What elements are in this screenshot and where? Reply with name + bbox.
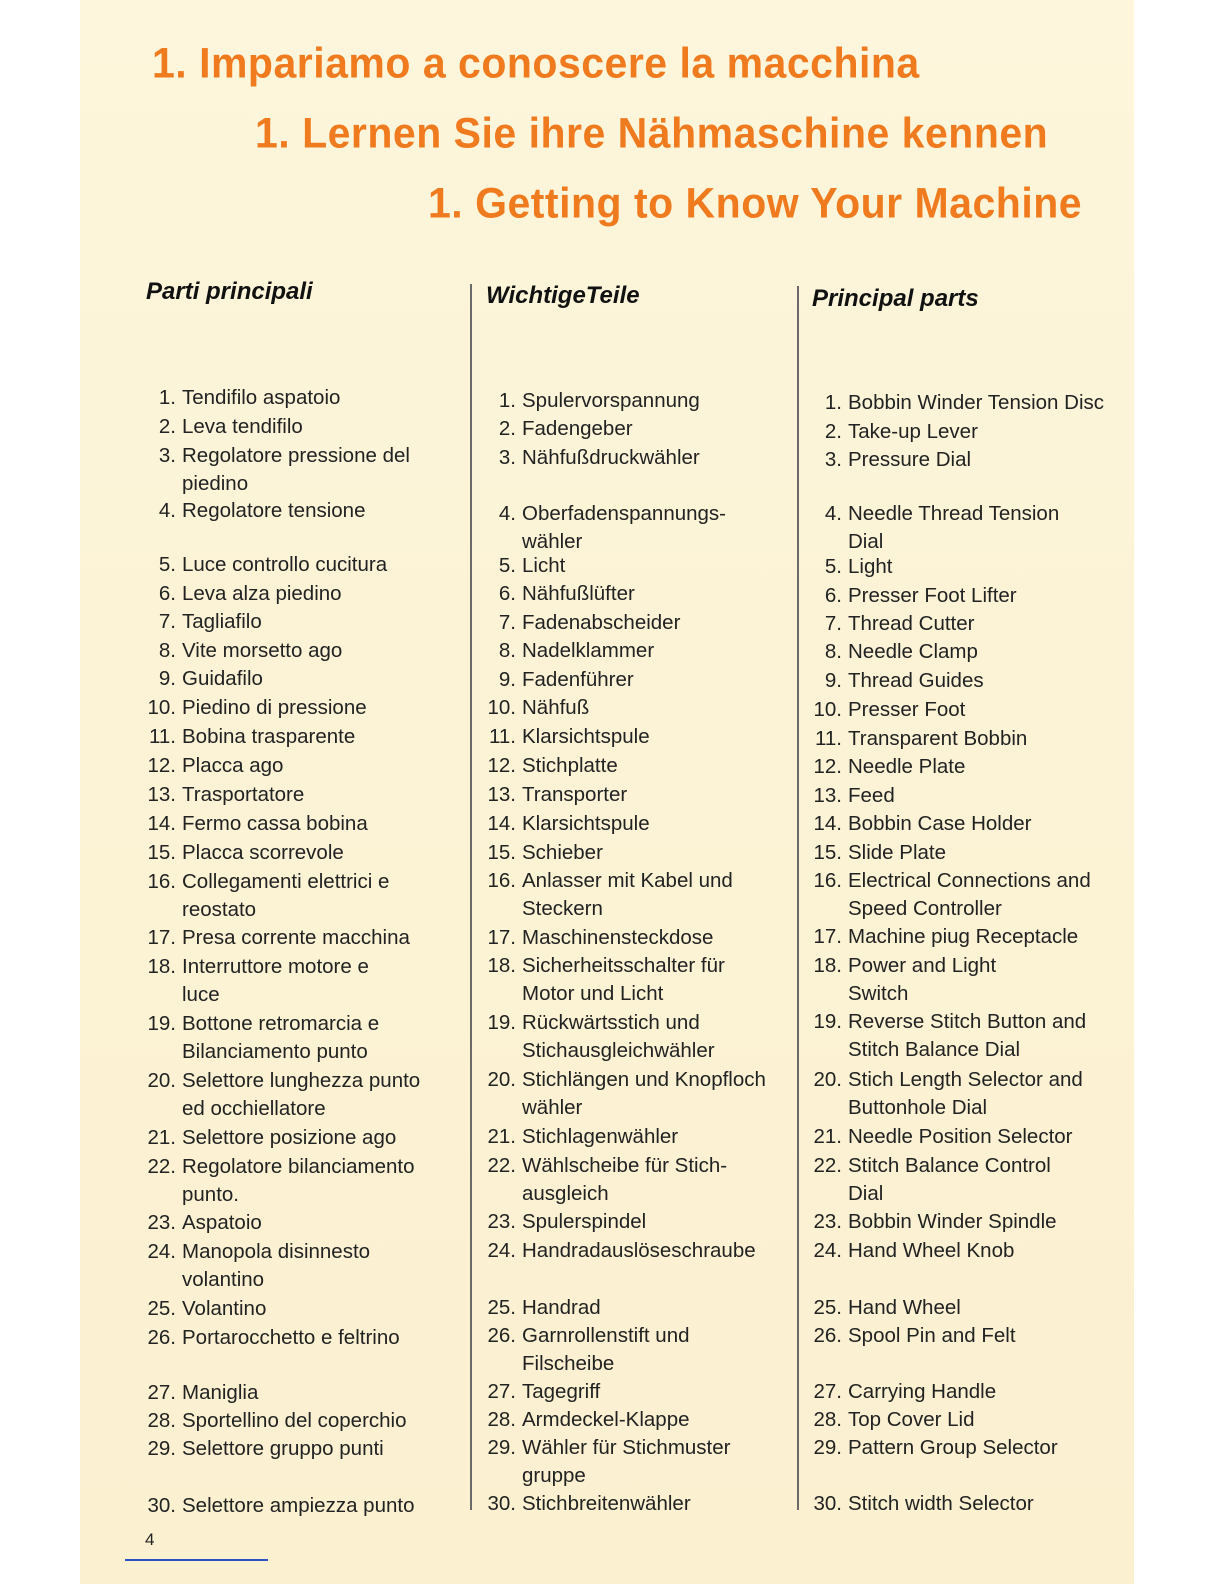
item-number: 25.	[487, 1296, 516, 1319]
list-item	[138, 384, 341, 412]
item-number: 9.	[498, 668, 516, 691]
item-label: Carrying Handle	[848, 1380, 997, 1403]
item-number: 26.	[147, 1326, 176, 1349]
list-item	[804, 1208, 1057, 1236]
item-label: Garnrollenstift und Filscheibe	[522, 1324, 690, 1375]
list-item	[478, 580, 635, 608]
item-label: Maniglia	[182, 1381, 259, 1404]
item-number: 28.	[487, 1408, 516, 1431]
item-label: Maschinensteckdose	[522, 926, 714, 949]
list-item	[138, 580, 342, 608]
item-label: Pressure Dial	[848, 448, 972, 471]
item-number: 16.	[487, 869, 516, 892]
item-label: Schieber	[522, 841, 603, 864]
list-item	[478, 867, 733, 920]
item-label: Klarsichtspule	[522, 812, 650, 835]
item-label: Thread Guides	[848, 669, 984, 692]
item-label: Guidafilo	[182, 667, 263, 690]
item-label: Oberfadenspannungs- wähler	[522, 502, 727, 553]
item-number: 16.	[813, 869, 842, 892]
item-label: Rückwärtsstich und Stichausgleichwähler	[522, 1011, 715, 1062]
list-item	[138, 551, 388, 579]
item-label: Selettore lunghezza punto ed occhiellatore	[182, 1069, 421, 1120]
item-number: 12.	[813, 755, 842, 778]
list-item	[804, 839, 947, 867]
item-label: Luce controllo cucitura	[182, 553, 388, 576]
list-item	[138, 1379, 259, 1407]
list-item	[138, 868, 390, 921]
item-label: Bottone retromarcia e Bilanciamento punto	[182, 1012, 380, 1063]
item-label: Fadenführer	[522, 668, 634, 691]
item-label: Light	[848, 555, 893, 578]
item-number: 4.	[158, 499, 176, 522]
list-item	[138, 608, 262, 636]
item-number: 10.	[147, 696, 176, 719]
item-label: Collegamenti elettrici e reostato	[182, 870, 390, 921]
item-number: 14.	[813, 812, 842, 835]
item-number: 3.	[158, 444, 176, 467]
item-number: 15.	[147, 841, 176, 864]
item-label: Wähler für Stichmuster gruppe	[522, 1436, 731, 1487]
item-number: 15.	[487, 841, 516, 864]
list-item	[478, 1152, 728, 1205]
list-item	[478, 694, 590, 722]
item-number: 1.	[824, 391, 842, 414]
column-divider	[797, 286, 799, 1510]
list-item	[478, 752, 618, 780]
list-item	[478, 1208, 647, 1236]
item-label: Spulervorspannung	[522, 389, 700, 412]
item-label: Thread Cutter	[848, 612, 975, 635]
item-label: Tendifilo aspatoio	[182, 386, 341, 409]
list-item	[804, 1434, 1058, 1462]
list-item	[478, 609, 681, 637]
item-number: 23.	[813, 1210, 842, 1233]
item-label: Fadenabscheider	[522, 611, 681, 634]
list-item	[138, 665, 263, 693]
item-number: 19.	[147, 1012, 176, 1035]
list-item	[804, 418, 978, 446]
list-item	[478, 952, 725, 1005]
list-item	[804, 952, 997, 1005]
list-item	[804, 1237, 1015, 1265]
list-item	[478, 1322, 690, 1375]
list-item	[804, 1008, 1087, 1061]
item-label: Manopola disinnesto volantino	[182, 1240, 371, 1291]
item-number: 11.	[149, 725, 176, 748]
title-italian: 1. Impariamo a conoscere la macchina	[152, 38, 920, 88]
item-label: Stichlagenwähler	[522, 1125, 679, 1148]
list-item	[804, 1066, 1083, 1119]
item-number: 22.	[487, 1154, 516, 1177]
item-number: 2.	[824, 420, 842, 443]
list-item	[804, 638, 978, 666]
item-label: Bobina trasparente	[182, 725, 356, 748]
item-number: 27.	[487, 1380, 516, 1403]
list-item	[804, 1294, 961, 1322]
list-item	[804, 810, 1032, 838]
item-number: 7.	[498, 611, 516, 634]
item-label: Selettore ampiezza punto	[182, 1494, 415, 1517]
list-item	[804, 725, 1028, 753]
item-label: Armdeckel-Klappe	[522, 1408, 690, 1431]
list-item	[138, 839, 344, 867]
list-item	[478, 781, 628, 809]
item-label: Fadengeber	[522, 417, 633, 440]
item-label: Regolatore tensione	[182, 499, 366, 522]
item-number: 28.	[147, 1409, 176, 1432]
list-item	[804, 389, 1104, 417]
item-number: 24.	[813, 1239, 842, 1262]
item-label: Sicherheitsschalter für Motor und Licht	[522, 954, 725, 1005]
item-label: Needle Plate	[848, 755, 966, 778]
item-label: Klarsichtspule	[522, 725, 650, 748]
item-number: 7.	[158, 610, 176, 633]
list-item	[804, 1322, 1016, 1350]
list-item	[804, 1490, 1034, 1518]
heading-english: Principal parts	[812, 285, 979, 312]
item-number: 15.	[813, 841, 842, 864]
list-item	[138, 810, 368, 838]
item-label: Aspatoio	[182, 1211, 262, 1234]
list-item	[804, 1123, 1073, 1151]
item-label: Hand Wheel	[848, 1296, 961, 1319]
list-item	[804, 582, 1017, 610]
list-item	[804, 696, 966, 724]
list-item	[138, 1295, 267, 1323]
item-number: 20.	[487, 1068, 516, 1091]
item-label: Electrical Connections and Speed Controller	[848, 869, 1091, 920]
list-item	[478, 415, 633, 443]
item-number: 5.	[158, 553, 176, 576]
page-number: 4	[145, 1530, 155, 1549]
item-number: 4.	[824, 502, 842, 525]
item-number: 8.	[498, 639, 516, 662]
list-item	[478, 666, 634, 694]
item-number: 2.	[158, 415, 176, 438]
list-item	[478, 444, 700, 472]
item-number: 25.	[813, 1296, 842, 1319]
item-label: Interruttore motore e luce	[182, 955, 369, 1006]
item-number: 22.	[147, 1155, 176, 1178]
item-label: Leva tendifilo	[182, 415, 303, 438]
item-number: 21.	[487, 1125, 516, 1148]
item-label: Presa corrente macchina	[182, 926, 410, 949]
list-item	[138, 953, 369, 1006]
item-label: Presser Foot Lifter	[848, 584, 1017, 607]
item-label: Transporter	[522, 783, 628, 806]
list-item	[478, 1009, 715, 1062]
list-item	[138, 781, 305, 809]
item-label: Leva alza piedino	[182, 582, 342, 605]
list-item	[478, 500, 727, 553]
list-item	[138, 694, 367, 722]
list-item	[804, 500, 1060, 553]
item-label: Top Cover Lid	[848, 1408, 975, 1431]
item-label: Stitch Balance Control Dial	[848, 1154, 1051, 1205]
item-number: 17.	[813, 925, 842, 948]
heading-german: WichtigeTeile	[486, 282, 640, 309]
list-item	[804, 782, 895, 810]
list-item	[138, 723, 356, 751]
item-label: Presser Foot	[848, 698, 966, 721]
item-label: Vite morsetto ago	[182, 639, 343, 662]
list-item	[478, 839, 603, 867]
item-number: 14.	[487, 812, 516, 835]
item-label: Placca ago	[182, 754, 284, 777]
item-number: 2.	[498, 417, 516, 440]
item-label: Regolatore pressione del piedino	[182, 444, 410, 495]
item-number: 11.	[815, 727, 842, 750]
item-number: 30.	[147, 1494, 176, 1517]
item-number: 22.	[813, 1154, 842, 1177]
item-number: 6.	[498, 582, 516, 605]
item-number: 8.	[824, 640, 842, 663]
item-number: 6.	[824, 584, 842, 607]
list-item	[478, 552, 566, 580]
list-item	[804, 667, 984, 695]
item-number: 14.	[147, 812, 176, 835]
item-number: 6.	[158, 582, 176, 605]
item-number: 29.	[147, 1437, 176, 1460]
item-label: Selettore posizione ago	[182, 1126, 397, 1149]
item-label: Handrad	[522, 1296, 601, 1319]
list-item	[478, 1294, 601, 1322]
item-number: 8.	[158, 639, 176, 662]
item-label: Selettore gruppo punti	[182, 1437, 384, 1460]
list-item	[138, 1238, 371, 1291]
item-number: 18.	[147, 955, 176, 978]
list-item	[478, 723, 650, 751]
list-item	[804, 1152, 1051, 1205]
item-number: 30.	[813, 1492, 842, 1515]
item-label: Wählscheibe für Stich- ausgleich	[522, 1154, 728, 1205]
item-label: Volantino	[182, 1297, 267, 1320]
item-number: 21.	[147, 1126, 176, 1149]
list-item	[478, 810, 650, 838]
item-label: Stitch width Selector	[848, 1492, 1034, 1515]
item-label: Transparent Bobbin	[848, 727, 1028, 750]
list-item	[138, 1492, 415, 1520]
item-number: 24.	[147, 1240, 176, 1263]
item-label: Spulerspindel	[522, 1210, 647, 1233]
list-item	[138, 442, 410, 495]
item-number: 27.	[813, 1380, 842, 1403]
item-label: Pattern Group Selector	[848, 1436, 1058, 1459]
item-label: Needle Clamp	[848, 640, 978, 663]
item-number: 13.	[487, 783, 516, 806]
item-number: 30.	[487, 1492, 516, 1515]
item-label: Take-up Lever	[848, 420, 978, 443]
item-number: 3.	[498, 446, 516, 469]
item-number: 18.	[487, 954, 516, 977]
list-item	[138, 1124, 397, 1152]
list-item	[138, 752, 284, 780]
item-label: Bobbin Case Holder	[848, 812, 1032, 835]
item-number: 18.	[813, 954, 842, 977]
item-number: 13.	[147, 783, 176, 806]
item-number: 29.	[813, 1436, 842, 1459]
item-number: 24.	[487, 1239, 516, 1262]
item-label: Licht	[522, 554, 566, 577]
list-item	[138, 1324, 400, 1352]
item-label: Handradauslöseschraube	[522, 1239, 756, 1262]
item-label: Tagegriff	[522, 1380, 601, 1403]
item-number: 3.	[824, 448, 842, 471]
item-label: Nähfuß	[522, 696, 590, 719]
list-item	[138, 1067, 421, 1120]
list-item	[138, 1407, 407, 1435]
item-label: Piedino di pressione	[182, 696, 367, 719]
item-label: Reverse Stitch Button and Stitch Balance Dial	[848, 1010, 1087, 1061]
item-number: 20.	[813, 1068, 842, 1091]
item-label: Hand Wheel Knob	[848, 1239, 1015, 1262]
list-item	[804, 610, 975, 638]
list-item	[478, 1378, 601, 1406]
item-number: 21.	[813, 1125, 842, 1148]
list-item	[478, 1406, 690, 1434]
item-label: Anlasser mit Kabel und Steckern	[522, 869, 733, 920]
item-number: 1.	[158, 386, 176, 409]
item-number: 4.	[498, 502, 516, 525]
list-item	[138, 497, 366, 525]
title-english: 1. Getting to Know Your Machine	[428, 178, 1083, 228]
list-item	[138, 1153, 415, 1206]
item-label: Stichbreitenwähler	[522, 1492, 691, 1515]
item-label: Needle Thread Tension Dial	[848, 502, 1060, 553]
item-label: Power and Light Switch	[848, 954, 997, 1005]
item-label: Stichlängen und Knopfloch wähler	[522, 1068, 766, 1119]
item-label: Nähfußlüfter	[522, 582, 635, 605]
item-label: Placca scorrevole	[182, 841, 344, 864]
item-number: 10.	[487, 696, 516, 719]
item-number: 12.	[147, 754, 176, 777]
item-label: Tagliafilo	[182, 610, 262, 633]
item-label: Sportellino del coperchio	[182, 1409, 407, 1432]
list-item	[138, 413, 303, 441]
item-label: Nähfußdruckwähler	[522, 446, 700, 469]
item-number: 7.	[824, 612, 842, 635]
item-label: Stichplatte	[522, 754, 618, 777]
item-label: Regolatore bilanciamento punto.	[182, 1155, 415, 1206]
item-number: 29.	[487, 1436, 516, 1459]
item-number: 19.	[487, 1011, 516, 1034]
item-number: 27.	[147, 1381, 176, 1404]
bottom-rule	[125, 1559, 268, 1561]
list-item	[138, 1435, 384, 1463]
list-item	[804, 753, 966, 781]
item-label: Machine piug Receptacle	[848, 925, 1079, 948]
item-number: 19.	[813, 1010, 842, 1033]
item-label: Feed	[848, 784, 895, 807]
list-item	[138, 637, 343, 665]
item-number: 26.	[487, 1324, 516, 1347]
list-item	[804, 1406, 975, 1434]
list-item	[478, 1490, 691, 1518]
item-number: 10.	[813, 698, 842, 721]
item-number: 17.	[487, 926, 516, 949]
item-label: Stich Length Selector and Buttonhole Dial	[848, 1068, 1083, 1119]
list-item	[804, 446, 972, 474]
list-item	[138, 1209, 262, 1237]
item-number: 11.	[489, 725, 516, 748]
list-item	[478, 637, 655, 665]
item-number: 5.	[498, 554, 516, 577]
item-number: 26.	[813, 1324, 842, 1347]
list-item	[478, 1434, 731, 1487]
list-item	[804, 923, 1079, 951]
item-label: Portarocchetto e feltrino	[182, 1326, 400, 1349]
list-item	[478, 387, 700, 415]
list-item	[804, 867, 1091, 920]
list-item	[804, 1378, 997, 1406]
item-label: Needle Position Selector	[848, 1125, 1073, 1148]
item-number: 20.	[147, 1069, 176, 1092]
item-label: Bobbin Winder Spindle	[848, 1210, 1057, 1233]
item-number: 25.	[147, 1297, 176, 1320]
column-divider	[470, 284, 472, 1510]
item-number: 12.	[487, 754, 516, 777]
item-number: 16.	[147, 870, 176, 893]
item-label: Spool Pin and Felt	[848, 1324, 1016, 1347]
title-german: 1. Lernen Sie ihre Nähmaschine kennen	[255, 108, 1049, 158]
list-item	[138, 924, 410, 952]
item-label: Trasportatore	[182, 783, 305, 806]
item-number: 5.	[824, 555, 842, 578]
item-number: 17.	[147, 926, 176, 949]
item-number: 23.	[147, 1211, 176, 1234]
item-number: 9.	[824, 669, 842, 692]
list-item	[478, 1237, 756, 1265]
list-item	[138, 1010, 380, 1063]
list-item	[478, 1066, 766, 1119]
item-label: Nadelklammer	[522, 639, 655, 662]
item-number: 28.	[813, 1408, 842, 1431]
list-item	[478, 1123, 679, 1151]
item-number: 1.	[498, 389, 516, 412]
item-number: 9.	[158, 667, 176, 690]
list-item	[478, 924, 714, 952]
item-number: 13.	[813, 784, 842, 807]
item-label: Fermo cassa bobina	[182, 812, 368, 835]
item-number: 23.	[487, 1210, 516, 1233]
heading-italian: Parti principali	[146, 278, 313, 305]
list-item	[804, 553, 893, 581]
item-label: Slide Plate	[848, 841, 947, 864]
item-label: Bobbin Winder Tension Disc	[848, 391, 1104, 414]
